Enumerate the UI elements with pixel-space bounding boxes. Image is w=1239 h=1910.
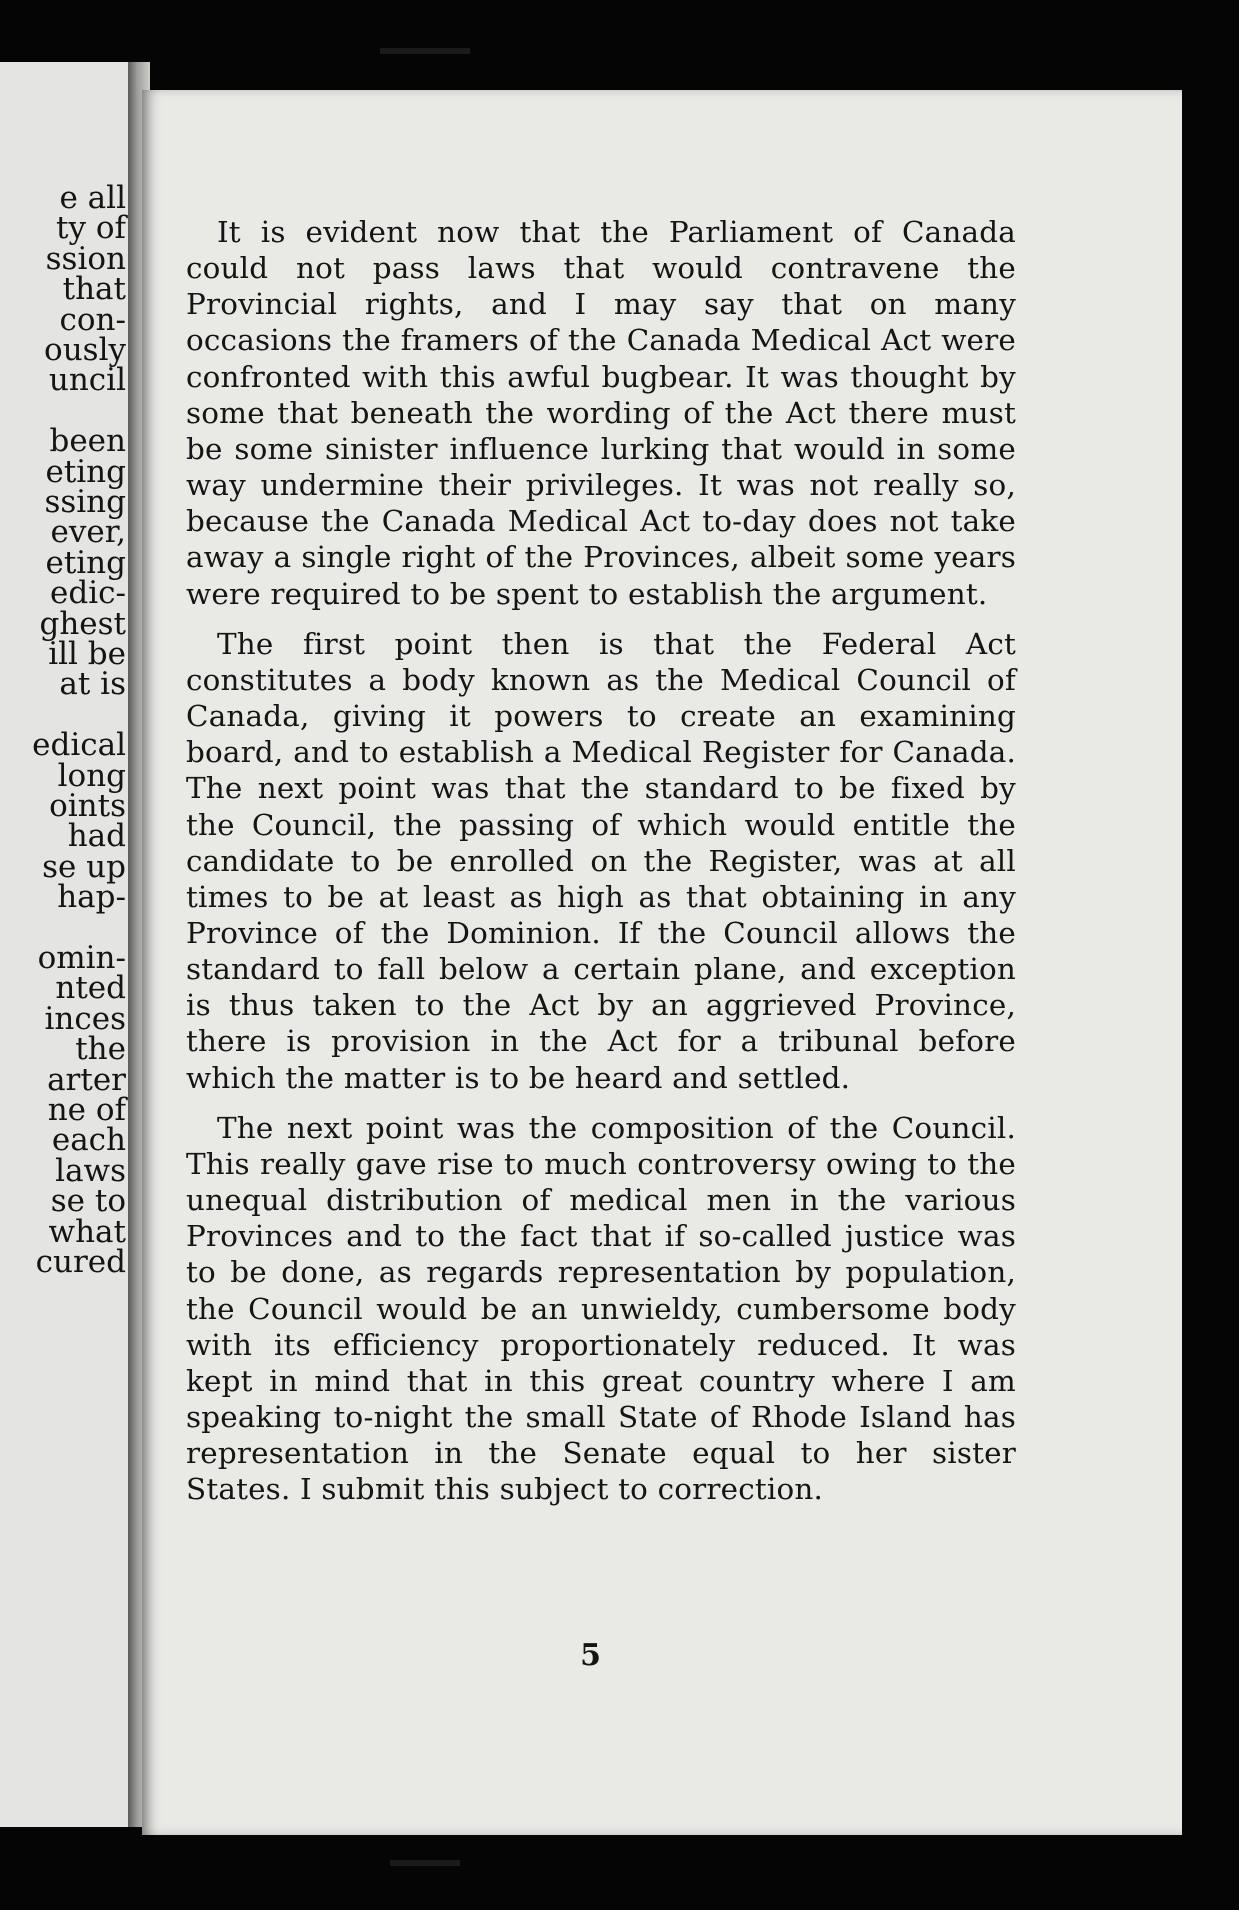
previous-page-line-fragment: se to	[50, 1183, 126, 1220]
previous-page-line-fragment: edic-	[50, 575, 126, 612]
previous-page-line-fragment: had	[67, 818, 126, 855]
scan-artifact	[380, 48, 470, 54]
previous-page-line-fragment: ously	[44, 332, 126, 368]
previous-page-line-fragment: e all	[59, 180, 126, 216]
previous-page-line-fragment: that	[62, 271, 126, 308]
previous-page-line-fragment: what	[48, 1213, 126, 1250]
previous-page-line-fragment: ever,	[50, 514, 126, 551]
previous-page-line-fragment: ne of	[47, 1092, 126, 1128]
previous-page-line-fragment: each	[51, 1122, 126, 1159]
previous-page-line-fragment: ssion	[45, 240, 126, 277]
paragraph-1: It is evident now that the Parliament of Canada could not pass laws that would contravene the Provincial rights, and I may say that on many occasions the framers of the Canada Medical Act were confronted with this awful bugbear. It was thought by some that beneath the wording of the Act there must be some sinister influence lurking that would in some way undermine their privileges. It was not really so, because the Canada Medical Act to-day does not take away a single right of the Provinces, albeit some years were required to be spent to establish the argument.	[186, 215, 1016, 611]
previous-page-line-fragment: omin-	[37, 940, 126, 976]
previous-page-line-fragment: eting	[45, 544, 126, 581]
previous-page-line-fragment: ghest	[39, 605, 126, 642]
paragraph-3: The next point was the composition of the Council. This really gave rise to much controversy owing to the unequal distribution of medical men in the various Provinces and to the fact that if so-called justice was to be done, as regards representation by population, the Council would be an unwieldy, cumbersome body with its efficiency proportionately reduced. It was kept in mind that in this great country where I am speaking to-night the small State of Rhode Island has representation in the Senate equal to her sister States. I submit this subject to correction.	[186, 1110, 1016, 1507]
previous-page-line-fragment: ty of	[56, 210, 126, 247]
previous-page-line-fragment: se up	[42, 848, 126, 885]
paragraph-2: The first point then is that the Federal Act constitutes a body known as the Medical Council of Canada, giving it powers to create an examining board, and to establish a Medical Register for Canada. The next point was that the standard to be fixed by the Council, the passing of which would entitle the candidate to be enrolled on the Register, was at all times to be at least as high as that obtaining in any Province of the Dominion. If the Council allows the standard to fall below a certain plane, and exception is thus taken to the Act by an aggrieved Province, there is provision in the Act for a tribunal before which the matter is to be heard and settled.	[186, 626, 1016, 1095]
previous-page-line-fragment: inces	[44, 1000, 126, 1037]
previous-page-line-fragment: laws	[55, 1152, 126, 1189]
previous-page-line-fragment: at is	[59, 666, 126, 703]
previous-page-line-fragment: con-	[59, 301, 126, 338]
previous-page-line-fragment: ill be	[48, 636, 126, 672]
previous-page-line-fragment: hap-	[57, 879, 126, 916]
previous-page-line-fragment: ssing	[44, 484, 126, 520]
previous-page-line-fragment: eting	[45, 453, 126, 490]
previous-page-line-fragment: arter	[47, 1061, 126, 1098]
previous-page-line-fragment: nted	[55, 970, 126, 1007]
previous-page-line-fragment: been	[49, 423, 126, 460]
previous-page-line-fragment: cured	[35, 1244, 126, 1280]
previous-page-edge	[0, 62, 128, 1827]
page-number: 5	[580, 1638, 601, 1673]
previous-page-line-fragment: the	[75, 1031, 126, 1068]
previous-page-line-fragment: uncil	[48, 362, 126, 399]
previous-page-line-fragment: edical	[32, 727, 126, 764]
previous-page-line-fragment: oints	[49, 788, 126, 824]
previous-page-line-fragment: long	[57, 757, 126, 794]
page-body	[186, 214, 1016, 1521]
scan-artifact	[390, 1860, 460, 1866]
